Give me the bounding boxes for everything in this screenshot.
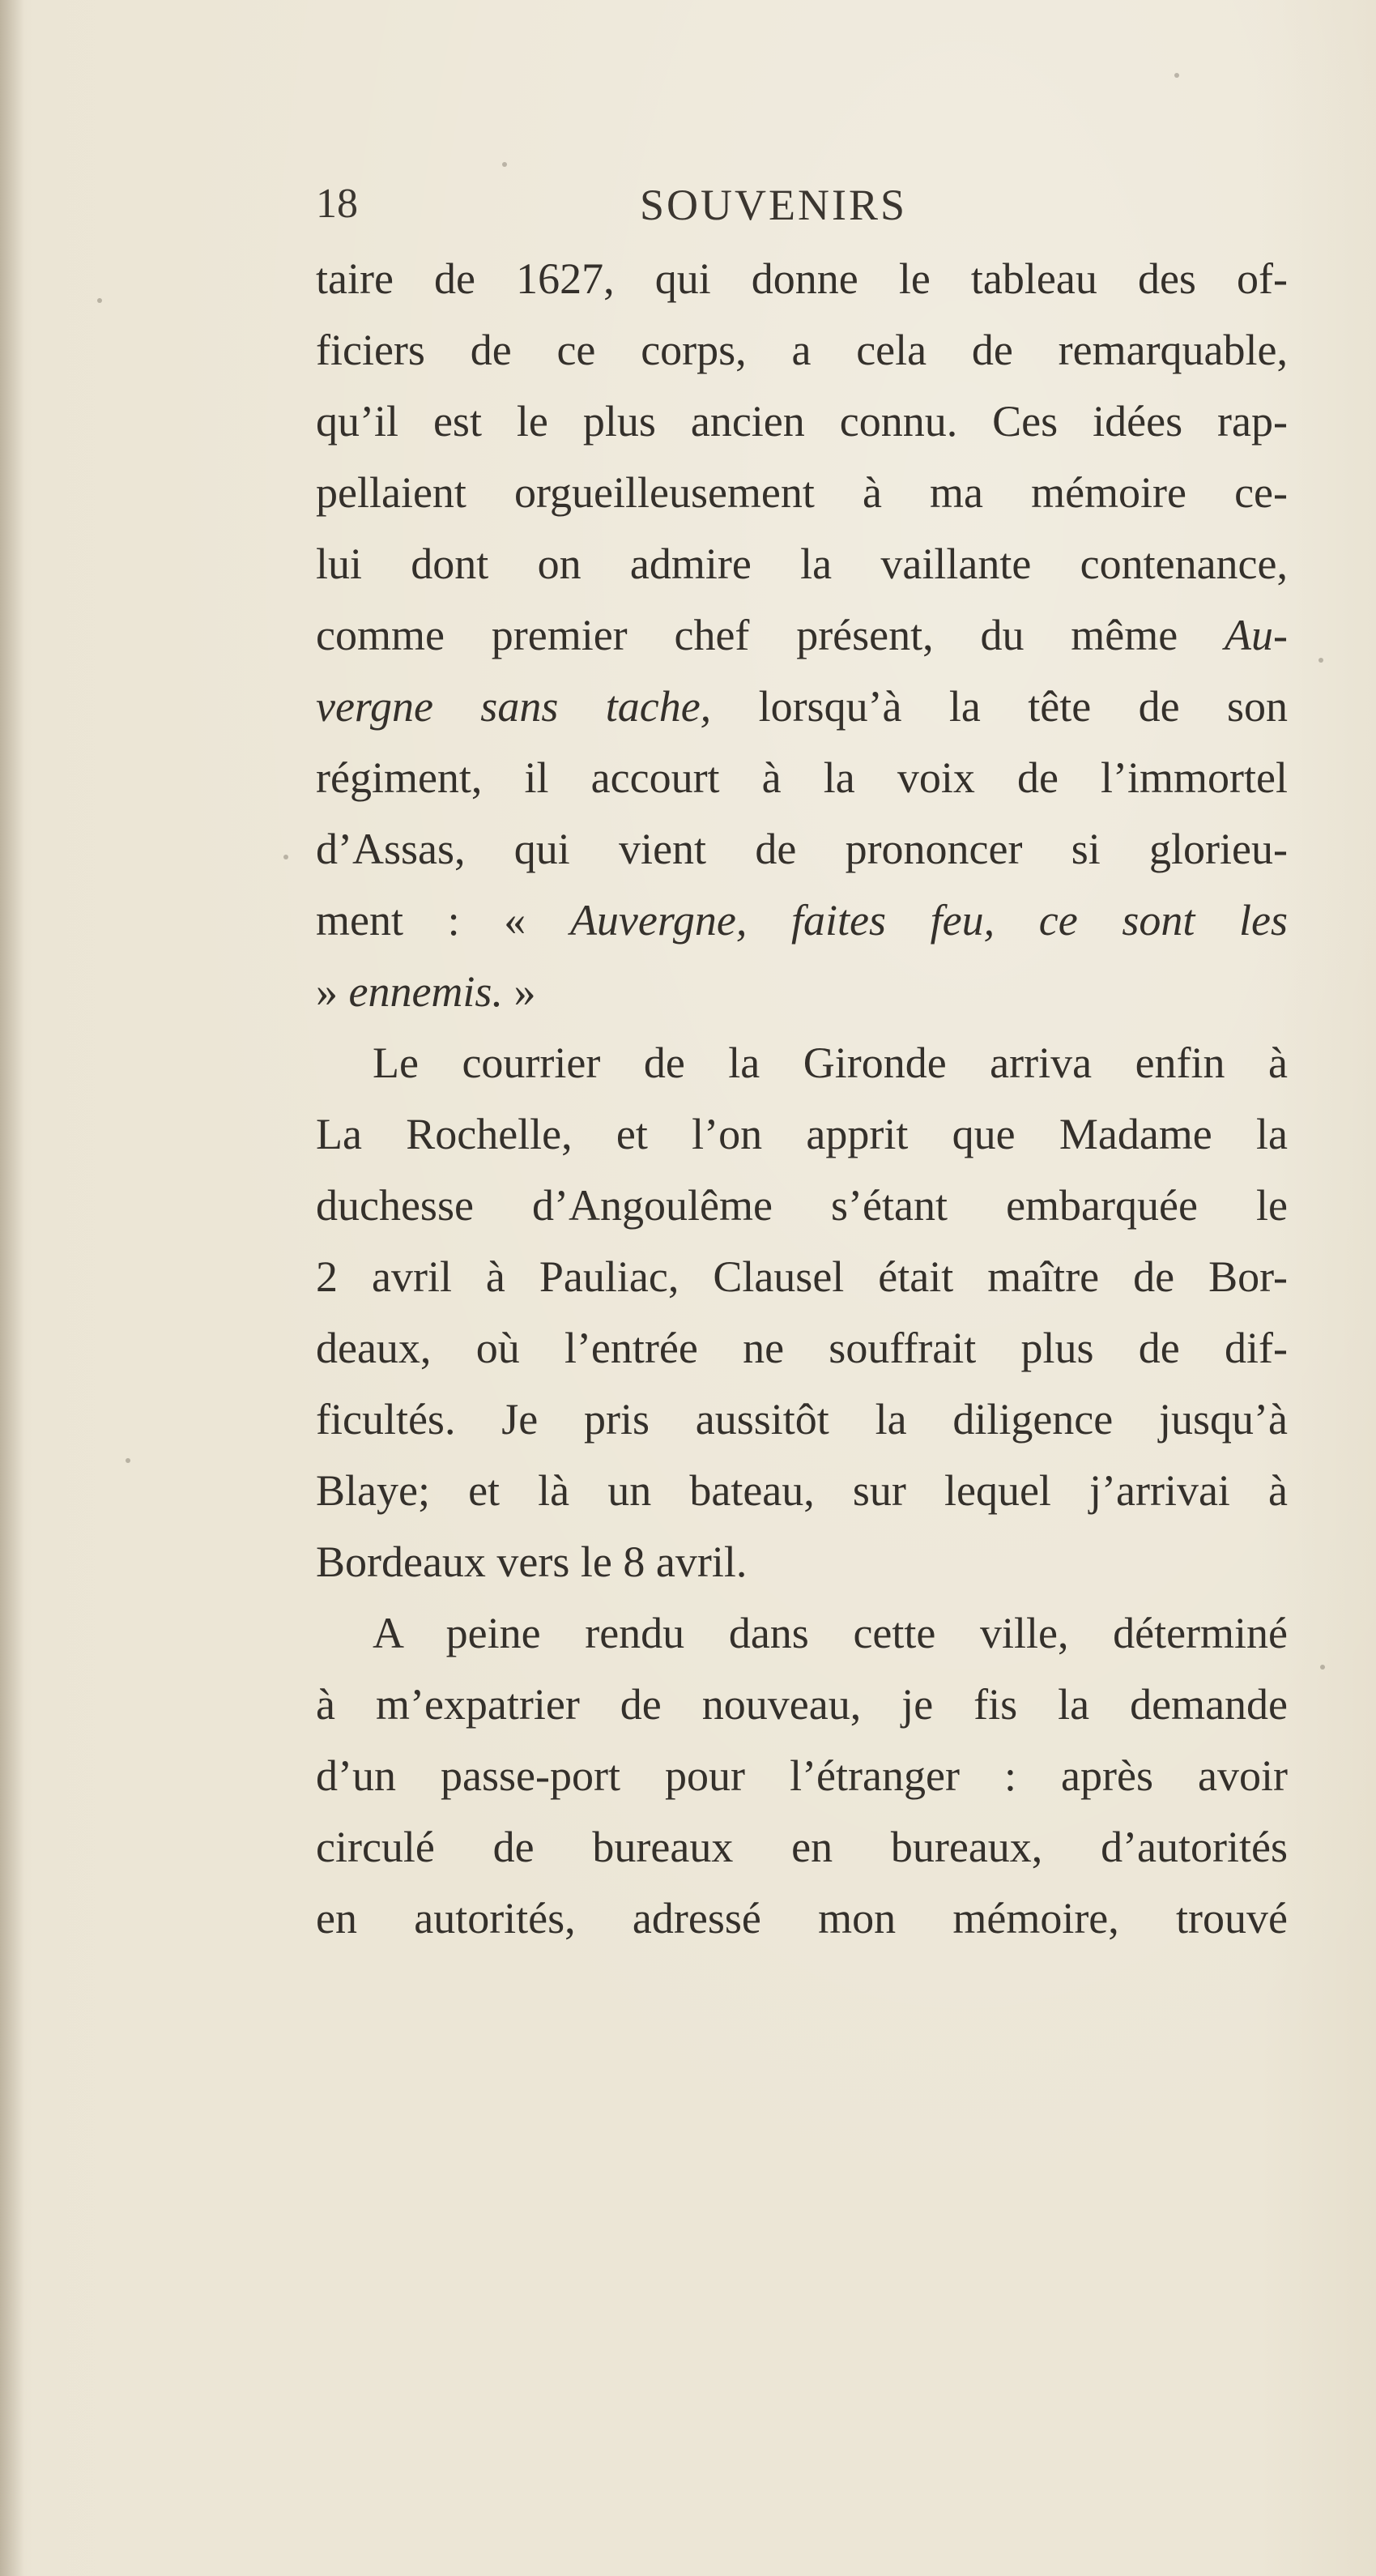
line-text: d’un passe-port pour l’étranger : après avoir [316, 1751, 1288, 1800]
line-italic-text: Auvergne, faites feu, ce sont les [569, 896, 1288, 945]
text-line [316, 1526, 1288, 1597]
text-line [316, 1170, 1288, 1241]
text-line [316, 314, 1288, 386]
line-text: circulé de bureaux en bureaux, d’autorités [316, 1823, 1288, 1871]
text-line [316, 1669, 1288, 1740]
text-line [316, 1312, 1288, 1384]
line-text: La Rochelle, et l’on apprit que Madame la [316, 1110, 1288, 1158]
page-number: 18 [316, 181, 358, 227]
line-text: A peine rendu dans cette ville, déterminé [373, 1609, 1288, 1657]
paper-speck [1320, 1665, 1325, 1670]
paper-speck [1318, 658, 1323, 663]
text-line [316, 1027, 1288, 1098]
text-line [316, 386, 1288, 457]
line-text: ficultés. Je pris aussitôt la diligence jusqu’à [316, 1395, 1288, 1444]
text-line [316, 457, 1288, 528]
text-line [316, 1740, 1288, 1811]
text-line [316, 1384, 1288, 1455]
text-line [316, 1241, 1288, 1312]
paper-speck [1174, 73, 1179, 78]
text-line [316, 599, 1288, 671]
text-line [316, 956, 1288, 1027]
paper-speck [283, 855, 288, 859]
line-text: lui dont on admire la vaillante contenance, [316, 540, 1288, 588]
line-text: comme premier chef présent, du même [316, 611, 1225, 659]
line-text: » [316, 967, 349, 1016]
line-text: deaux, où l’entrée ne souffrait plus de dif- [316, 1324, 1288, 1372]
line-text: d’Assas, qui vient de prononcer si glorieu- [316, 825, 1288, 873]
line-text: qu’il est le plus ancien connu. Ces idées rap- [316, 397, 1288, 446]
text-line [316, 1098, 1288, 1170]
paper-speck [502, 162, 507, 167]
line-text: en autorités, adressé mon mémoire, trouvé [316, 1894, 1288, 1943]
text-line [316, 671, 1288, 742]
paper-speck [97, 298, 102, 303]
line-text: Le courrier de la Gironde arriva enfin à [373, 1039, 1288, 1087]
line-text: lorsqu’à la tête de son [711, 682, 1288, 731]
line-italic-text: Au- [1225, 611, 1288, 659]
text-line [316, 243, 1288, 314]
text-line [316, 1597, 1288, 1669]
running-title: SOUVENIRS [640, 181, 908, 229]
line-text: taire de 1627, qui donne le tableau des of- [316, 254, 1288, 303]
line-text: » [502, 967, 536, 1016]
line-text: Blaye; et là un bateau, sur lequel j’arrivai à [316, 1466, 1288, 1515]
text-line [316, 528, 1288, 599]
running-head [316, 180, 964, 237]
line-text: à m’expatrier de nouveau, je fis la demande [316, 1680, 1288, 1729]
text-line [316, 742, 1288, 813]
line-italic-text: ennemis. [348, 967, 503, 1016]
text-line [316, 1455, 1288, 1526]
line-text: régiment, il accourt à la voix de l’immortel [316, 753, 1288, 802]
spine-shadow [0, 0, 24, 2576]
line-text: pellaient orgueilleusement à ma mémoire ce- [316, 468, 1288, 517]
paper-speck [126, 1458, 130, 1463]
line-text: ficiers de ce corps, a cela de remarquable, [316, 326, 1288, 374]
line-text: 2 avril à Pauliac, Clausel était maître de Bor- [316, 1252, 1288, 1301]
text-line [316, 1811, 1288, 1883]
line-italic-text: vergne sans tache, [316, 682, 712, 731]
text-line [316, 885, 1288, 956]
line-text: ment : « [316, 896, 570, 945]
text-line [316, 813, 1288, 885]
text-line [316, 1883, 1288, 1954]
line-text: duchesse d’Angoulême s’étant embarquée le [316, 1181, 1288, 1230]
line-text: Bordeaux vers le 8 avril. [316, 1537, 748, 1586]
